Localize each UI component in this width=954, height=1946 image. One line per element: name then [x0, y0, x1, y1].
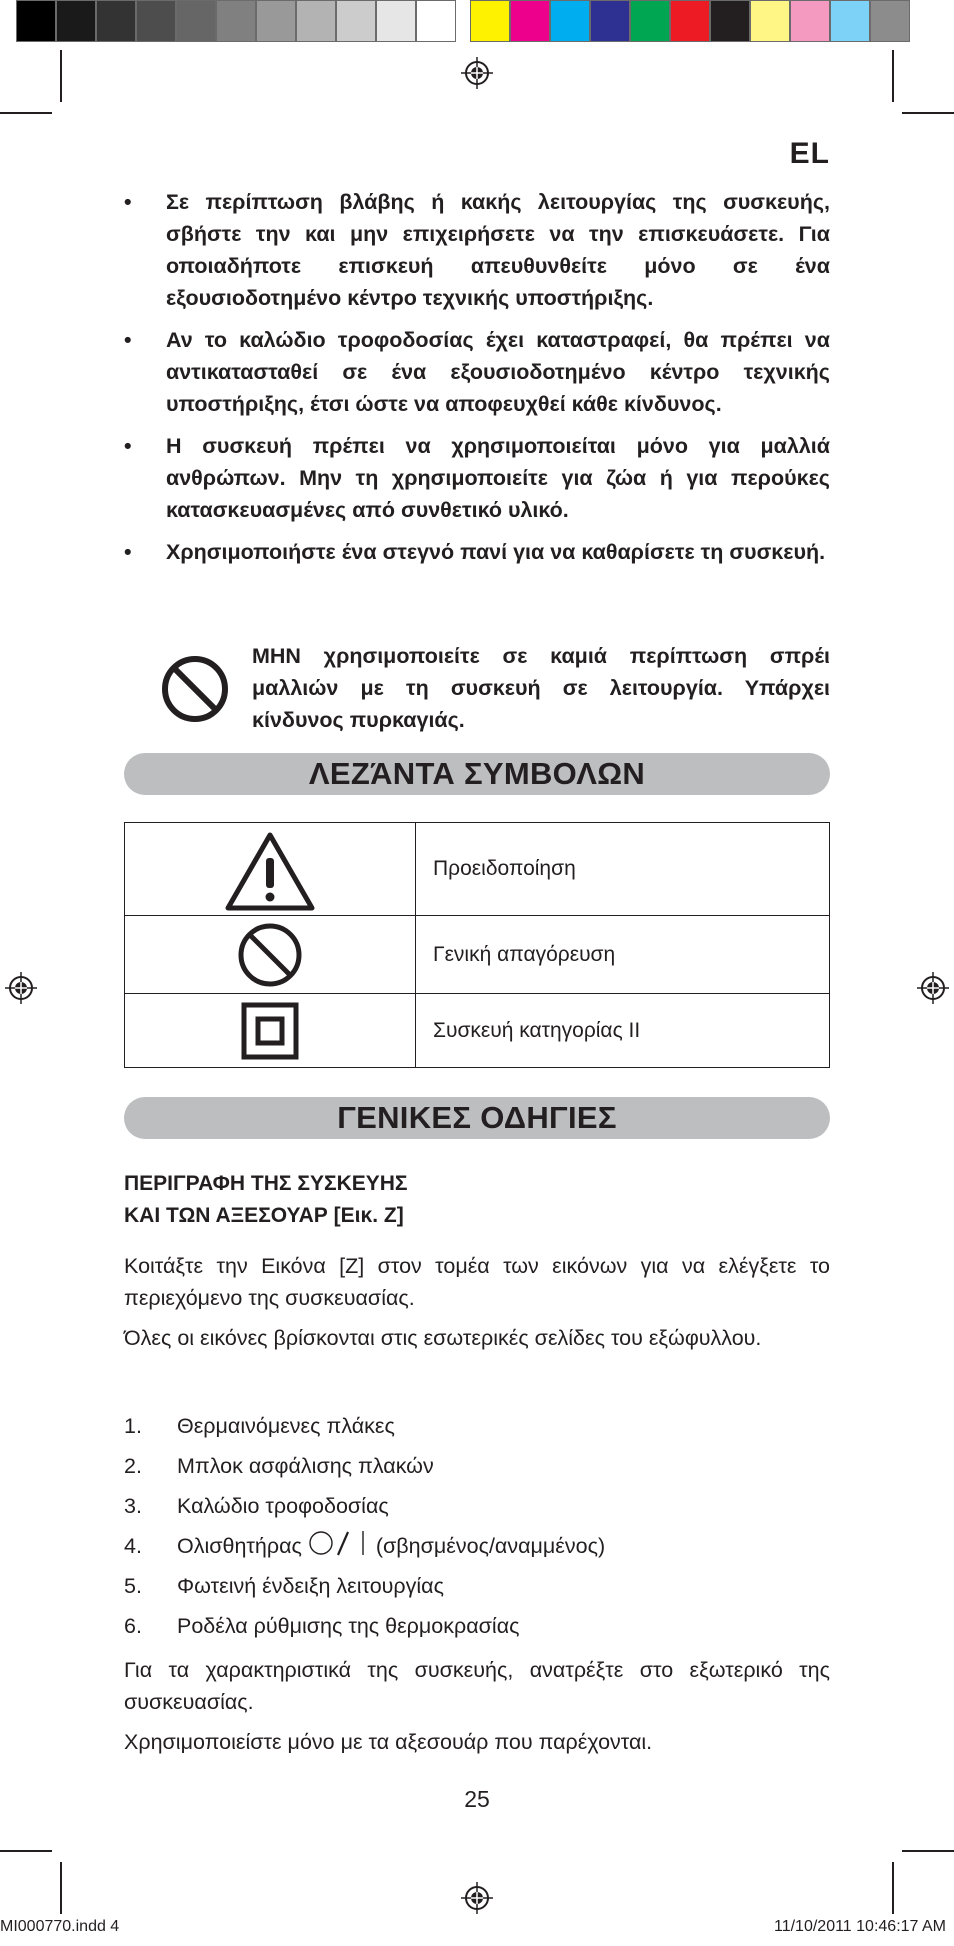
- list-number: 5.: [124, 1574, 142, 1598]
- color-swatch: [470, 0, 510, 42]
- crop-mark: [60, 50, 62, 102]
- color-swatch: [590, 0, 630, 42]
- list-number: 3.: [124, 1494, 142, 1518]
- crop-mark: [892, 1862, 894, 1914]
- list-number: 4.: [124, 1534, 142, 1558]
- table-row: [125, 916, 830, 994]
- crop-mark: [60, 1862, 62, 1914]
- list-item: [124, 1606, 830, 1646]
- language-tag: EL: [789, 137, 830, 170]
- color-swatch: [870, 0, 910, 42]
- list-text: Φωτεινή ένδειξη λειτουργίας: [177, 1574, 444, 1598]
- table-row: [125, 823, 830, 916]
- color-swatch: [416, 0, 456, 42]
- crop-mark: [892, 50, 894, 102]
- class-ii-icon: [241, 1002, 299, 1060]
- color-swatch: [376, 0, 416, 42]
- prohibition-icon: [160, 654, 230, 724]
- color-swatch: [670, 0, 710, 42]
- safety-bullet-list: [124, 186, 830, 578]
- list-text: Θερμαινόμενες πλάκες: [177, 1414, 395, 1438]
- prohibition-icon: [235, 920, 305, 990]
- slug-datetime: 11/10/2011 10:46:17 AM: [774, 1918, 946, 1935]
- section-heading: ΓΕΝΙΚΕΣ ΟΔΗΓΙΕΣ: [124, 1097, 830, 1139]
- color-swatch: [510, 0, 550, 42]
- color-swatch: [296, 0, 336, 42]
- list-item: [124, 1486, 830, 1526]
- symbol-cell: [125, 823, 416, 916]
- list-item: [124, 1446, 830, 1486]
- table-row: [125, 994, 830, 1068]
- color-swatch: [710, 0, 750, 42]
- registration-mark-icon: [460, 1881, 494, 1915]
- slash-icon: [338, 1532, 348, 1555]
- section-heading: ΛΕΖΆΝΤΑ ΣΥΜΒΟΛΩΝ: [124, 753, 830, 795]
- parts-list: [124, 1406, 830, 1646]
- registration-mark-icon: [4, 971, 38, 1005]
- paragraph: Χρησιμοποιείστε μόνο με τα αξεσουάρ που παρέχονται.: [124, 1730, 653, 1754]
- symbol-label: Συσκευή κατηγορίας II: [416, 994, 830, 1068]
- off-circle-icon: [310, 1532, 332, 1554]
- color-swatch: [176, 0, 216, 42]
- symbol-label: Γενική απαγόρευση: [416, 916, 830, 994]
- list-item: [124, 1526, 830, 1566]
- grayscale-swatches: [16, 0, 456, 42]
- list-text-group: [177, 1526, 605, 1566]
- bullet-item: • Σε περίπτωση βλάβης ή κακής λειτουργίας της συσκευής, σβήστε την και μην επιχειρήσετε να την επισκευάσετε. Για οποιαδήποτε επισκευή απευθυνθείτε μόνο σε ένα εξουσιοδοτημένο κέντρο τεχνικής υποστήριξης.: [124, 186, 830, 314]
- color-swatch: [56, 0, 96, 42]
- color-swatch: [336, 0, 376, 42]
- crop-mark: [0, 112, 52, 114]
- paragraph: Κοιτάξτε την Εικόνα [Ζ] στον τομέα των εικόνων για να ελέγξετε το περιεχόμενο της συσκευασίας.: [124, 1254, 830, 1310]
- color-swatch: [550, 0, 590, 42]
- warning-triangle-icon: [222, 830, 318, 914]
- bullet-item: • Χρησιμοποιήστε ένα στεγνό πανί για να καθαρίσετε τη συσκευή.: [124, 536, 830, 568]
- paragraph: Όλες οι εικόνες βρίσκονται στις εσωτερικές σελίδες του εξώφυλλου.: [124, 1326, 762, 1350]
- color-swatch: [16, 0, 56, 42]
- symbol-cell: [125, 994, 416, 1068]
- list-text: Ολισθητήρας: [177, 1534, 302, 1558]
- list-text: Μπλοκ ασφάλισης πλακών: [177, 1454, 434, 1478]
- list-text: Καλώδιο τροφοδοσίας: [177, 1494, 389, 1518]
- crop-mark: [902, 1850, 954, 1852]
- bullet-item: • Αν το καλώδιο τροφοδοσίας έχει καταστραφεί, θα πρέπει να αντικατασταθεί σε ένα εξουσιοδοτημένο κέντρο τεχνικής υποστήριξης, έτσι ώστε να αποφευχθεί κάθε κίνδυνος.: [124, 324, 830, 420]
- color-swatch: [136, 0, 176, 42]
- paragraph: Για τα χαρακτηριστικά της συσκευής, ανατρέξτε στο εξωτερικό της συσκευασίας.: [124, 1658, 830, 1714]
- color-swatches: [470, 0, 910, 42]
- color-swatch: [216, 0, 256, 42]
- color-swatch: [790, 0, 830, 42]
- crop-mark: [902, 112, 954, 114]
- list-text-suffix: (σβησμένος/αναμμένος): [375, 1534, 606, 1558]
- list-number: 2.: [124, 1454, 142, 1478]
- list-item: [124, 1566, 830, 1606]
- list-number: 1.: [124, 1414, 142, 1438]
- registration-mark-icon: [460, 56, 494, 90]
- color-swatch: [256, 0, 296, 42]
- color-swatch: [96, 0, 136, 42]
- symbol-label: Προειδοποίηση: [416, 823, 830, 916]
- spray-warning-text: ΜΗΝ χρησιμοποιείτε σε καμιά περίπτωση σπρέι μαλλιών με τη συσκευή σε λειτουργία. Υπάρχει κίνδυνος πυρκαγιάς.: [252, 644, 830, 732]
- registration-mark-icon: [916, 971, 950, 1005]
- color-calibration-bar: [16, 0, 910, 42]
- color-swatch: [630, 0, 670, 42]
- color-swatch: [750, 0, 790, 42]
- subheading-line: ΠΕΡΙΓΡΑΦΗ ΤΗΣ ΣΥΣΚΕΥΗΣ: [124, 1172, 408, 1195]
- symbol-cell: [125, 916, 416, 994]
- subheading: [124, 1168, 408, 1232]
- subheading-line: ΚΑΙ ΤΩΝ ΑΞΕΣΟΥΑΡ [Εικ. Ζ]: [124, 1204, 404, 1227]
- list-text: Ροδέλα ρύθμισης της θερμοκρασίας: [177, 1614, 520, 1638]
- color-swatch: [830, 0, 870, 42]
- page-number: 25: [464, 1786, 490, 1812]
- list-number: 6.: [124, 1614, 142, 1638]
- list-item: [124, 1406, 830, 1446]
- crop-mark: [0, 1850, 52, 1852]
- slug-filename: MI000770.indd 4: [0, 1918, 120, 1935]
- bullet-item: • Η συσκευή πρέπει να χρησιμοποιείται μόνο για μαλλιά ανθρώπων. Μην τη χρησιμοποιείτε για ζώα ή για περούκες κατασκευασμένες από συνθετικό υλικό.: [124, 430, 830, 526]
- off-on-switch-icon: [308, 1528, 370, 1558]
- symbols-table: [124, 822, 830, 1068]
